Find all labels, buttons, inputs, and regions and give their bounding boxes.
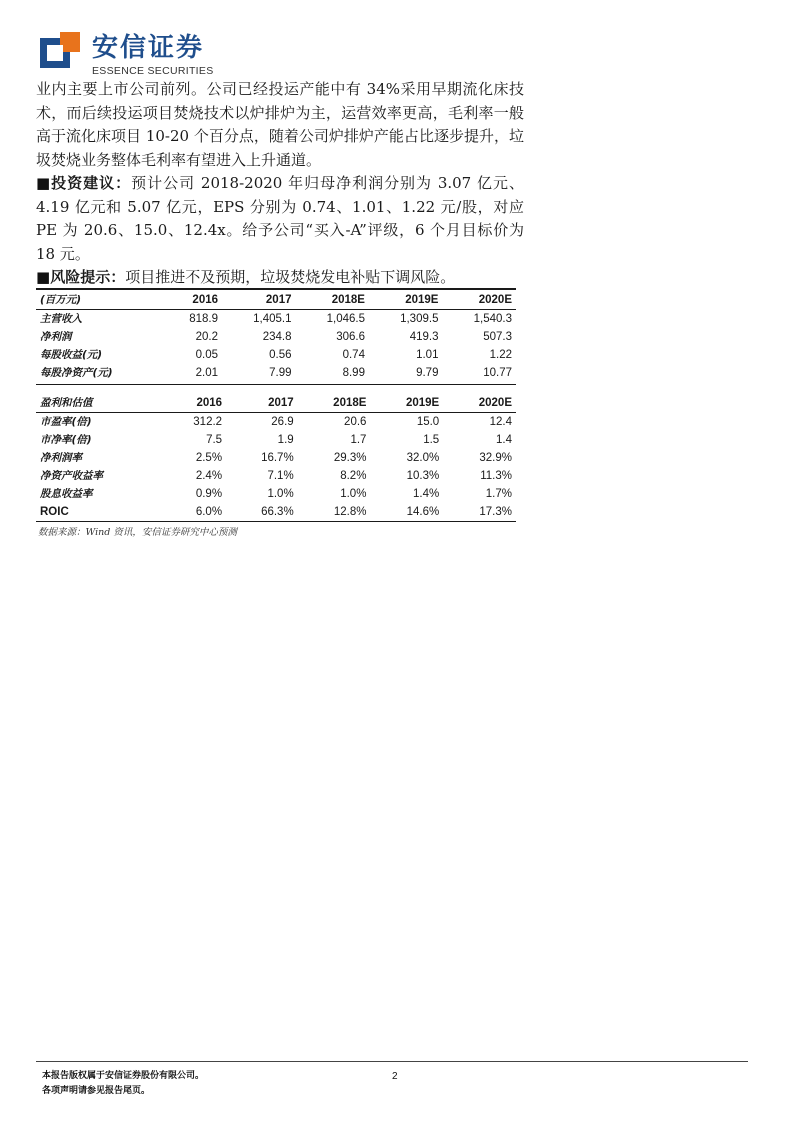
table-cell: 26.9 [271,416,294,428]
disclaimer-notice: 各项声明请参见报告尾页。 [42,1086,151,1096]
header-cell: (百万元) [36,291,164,310]
paragraph-risk [36,266,524,290]
header-cell: 2018E [298,394,371,413]
report-body [36,78,524,290]
table-row [36,364,516,382]
investment-text: 预计公司 2018-2020 年归母净利润分别为 3.07 亿元、4.19 亿元和 5.07 亿元，EPS 分别为 0.74、1.01、1.22 元/股，对应 PE 为 20.6、15.0、12.4x。给予公司“买入-A”评级，6 个月目标价为 18 元。 [36,174,524,263]
table-cell: 6.0% [195,506,223,518]
table-cell: 234.8 [262,331,292,343]
footer-disclaimer [42,1069,204,1099]
table-cell: 306.6 [336,331,365,343]
table-cell: 818.9 [189,313,219,325]
row-label: 股息收益率 [40,488,93,500]
table-cell: 10.3% [406,470,440,482]
table-cell: 1.01 [416,349,439,361]
table-cell: 0.05 [195,349,219,361]
table-cell: 1.5 [423,434,440,446]
table-cell: 0.74 [342,349,365,361]
row-label: 市净率(倍) [40,434,92,446]
table-cell: 1,046.5 [326,313,365,325]
table-cell: 8.99 [342,367,365,379]
risk-text: 项目推进不及预期，垃圾焚烧发电补贴下调风险。 [125,268,456,286]
essence-logo-icon [40,32,80,72]
table-cell: 1.22 [489,349,512,361]
table-cell: 11.3% [480,470,512,482]
row-label: 净利润率 [40,452,82,464]
row-label: 每股净资产(元) [40,367,113,379]
data-source-note: 数据来源：Wind 资讯，安信证券研究中心预测 [38,527,237,538]
table-row [36,467,516,485]
header-cell: 2020E [443,394,516,413]
company-logo [40,32,220,78]
table-divider-rule [36,384,516,385]
table-cell: 2.5% [195,452,223,464]
valuation-table [36,394,516,522]
table-cell: 1.0% [340,488,367,500]
table-cell: 1,405.1 [253,313,292,325]
investment-label: 投资建议： [51,174,132,192]
table-row [36,503,516,522]
row-label: 净资产收益率 [40,470,103,482]
table-top-rule [36,288,516,290]
footer-rule [36,1061,748,1062]
bullet-icon: ■ [36,268,51,286]
table-cell: 7.5 [206,434,223,446]
table-cell: 20.6 [344,416,367,428]
table-row [36,485,516,503]
table-cell: 14.6% [406,506,440,518]
bullet-icon: ■ [36,174,52,192]
copyright-notice: 本报告版权属于安信证券股份有限公司。 [42,1071,205,1081]
header-cell: 2016 [161,394,226,413]
table-cell: 29.3% [333,452,367,464]
table-cell: 17.3% [479,506,512,518]
table-cell: 10.77 [483,367,512,379]
table-cell: 12.4 [489,416,512,428]
row-label: ROIC [40,506,69,518]
header-cell: 2017 [226,394,298,413]
table-row [36,431,516,449]
table-cell: 12.8% [333,506,367,518]
table-cell: 507.3 [483,331,512,343]
row-label: 市盈率(倍) [40,416,92,428]
paragraph-investment [36,172,524,266]
table-cell: 8.2% [340,470,367,482]
row-label: 主营收入 [40,313,82,325]
table-cell: 20.2 [195,331,219,343]
table-cell: 15.0 [416,416,440,428]
logo-english-name: ESSENCE SECURITIES [92,65,214,77]
table-cell: 1.7% [485,488,512,500]
table-cell: 1.7 [350,434,367,446]
table-cell: 1.0% [267,488,294,500]
paragraph-margin: 业内主要上市公司前列。公司已经投运产能中有 34%采用早期流化床技术，而后续投运项目焚烧技术以炉排炉为主，运营效率更高，毛利率一般高于流化床项目 10-20 个百分点，随着公司炉排炉产能占比逐步提升，垃圾焚烧业务整体毛利率有望进入上升通道。 [36,80,524,169]
header-cell: 2018E [296,291,369,310]
row-label: 净利润 [40,331,72,343]
table-cell: 32.0% [406,452,440,464]
table-cell: 0.56 [269,349,292,361]
table-cell: 66.3% [261,506,294,518]
table-row [36,328,516,346]
header-cell: 2019E [370,394,443,413]
table-cell: 1.4% [412,488,440,500]
table-cell: 1.4 [496,434,512,446]
header-cell: 2019E [369,291,442,310]
header-cell: 2016 [164,291,222,310]
table-header-row [36,394,516,413]
risk-label: 风险提示： [50,268,126,286]
table-cell: 2.01 [195,367,219,379]
table-cell: 312.2 [193,416,223,428]
table-cell: 16.7% [261,452,294,464]
table-cell: 1,309.5 [400,313,439,325]
table-header-row [36,291,516,310]
table-row [36,449,516,467]
table-cell: 1.9 [277,434,294,446]
table-cell: 419.3 [409,331,439,343]
logo-chinese-name: 安信证券 [92,33,205,63]
financial-table [36,291,516,382]
header-cell: 盈利和估值 [36,394,161,413]
table-cell: 7.1% [267,470,294,482]
table-row [36,346,516,364]
table-cell: 32.9% [479,452,512,464]
table-cell: 1,540.3 [473,313,512,325]
table-row [36,310,516,329]
table-cell: 9.79 [416,367,439,379]
table-cell: 7.99 [269,367,292,379]
header-cell: 2020E [442,291,516,310]
table-cell: 0.9% [195,488,223,500]
header-cell: 2017 [222,291,295,310]
table-row [36,413,516,432]
row-label: 每股收益(元) [40,349,103,361]
table-cell: 2.4% [195,470,223,482]
page-number: 2 [392,1071,398,1082]
